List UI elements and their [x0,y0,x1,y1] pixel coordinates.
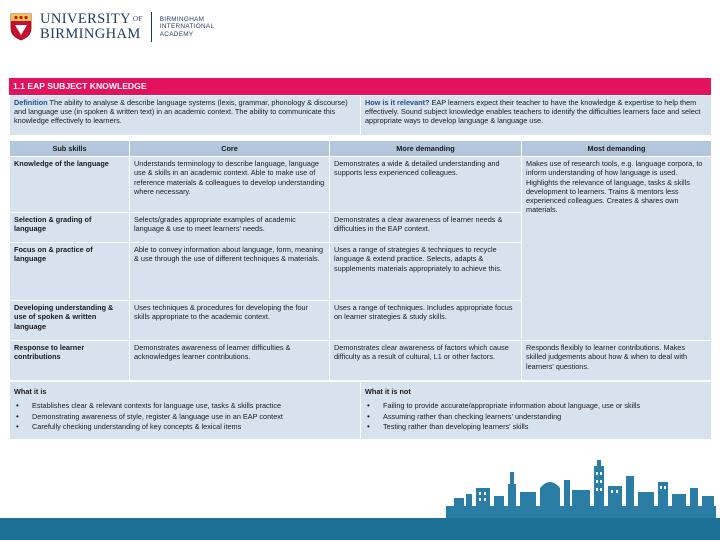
what-it-is-cell [10,382,361,440]
university-name [40,12,143,42]
core-cell: Able to convey information about language, form, meaning & use through the use of different techniques & materials. [130,243,330,301]
academy-name [160,16,215,38]
core-cell: Demonstrates awareness of learner difficulties & acknowledges learner contributions. [130,341,330,381]
definition-text: The ability to analyse & describe language systems (lexis, grammar, phonology & discourse) and language use (in spoken & written text) in an academic context. The ability to communicate this knowledge effectively to learners. [14,98,348,126]
more-demanding-cell: Uses a range of techniques. Includes appropriate focus on learner strategies & study skills. [330,301,522,341]
what-it-is-not-list [365,401,707,431]
page-title: 1.1 EAP SUBJECT KNOWLEDGE [9,78,711,95]
what-it-is-list [14,401,356,431]
skill-focus-practice: Focus on & practice of language [10,243,130,301]
academy-line3: ACADEMY [159,30,194,38]
relevance-label: How is it relevant? [365,98,430,107]
list-item: • Testing rather than developing learners' skills [365,422,707,431]
what-it-is-not-cell [361,382,712,440]
university-line1: UNIVERSITY [40,11,131,27]
university-line2: BIRMINGHAM [40,26,141,42]
skill-response-to-contributions: Response to learner contributions [10,341,130,381]
table-header-row [10,141,712,157]
list-item: • Demonstrating awareness of style, register & language use in an EAP context [14,412,356,421]
more-demanding-cell: Demonstrates a wide & detailed understanding and supports less experienced colleagues. [330,157,522,213]
city-skyline-illustration [446,458,716,518]
definition-cell [10,96,361,136]
intro-table [9,95,712,136]
table-row [10,157,712,213]
university-logo [10,10,214,44]
skill-developing-understanding: Developing understanding & use of spoken & written language [10,301,130,341]
logo-divider [151,12,152,42]
column-header-more-demanding: More demanding [330,141,522,157]
more-demanding-cell: Demonstrates clear awareness of factors which cause difficulty as a result of cultural, L1 or other factors. [330,341,522,381]
what-it-is-not-heading: What it is not [365,387,411,397]
core-cell: Uses techniques & procedures for developing the four skills appropriate to the academic context. [130,301,330,341]
relevance-text: EAP learners expect their teacher to have the knowledge & expertise to help them effectively. Sound subject knowledge enables teachers to identify the difficulties learners face and select appropriate ways to develop language & language use. [365,98,701,126]
university-crest-icon [10,13,32,41]
relevance-cell [361,96,712,136]
skill-knowledge-of-language: Knowledge of the language [10,157,130,213]
skill-selection-grading: Selection & grading of language [10,213,130,243]
list-item: • Establishes clear & relevant contexts for language use, tasks & skills practice [14,401,356,410]
university-of: OF [133,15,143,23]
subject-knowledge-framework [9,78,711,440]
definition-label: Definition [14,98,48,107]
column-header-sub-skills: Sub skills [10,141,130,157]
core-cell: Understands terminology to describe language, language use & skills in an academic context. Able to make use of reference materials & colleagues to develop understanding where necessary. [130,157,330,213]
list-item: • Carefully checking understanding of key concepts & lexical items [14,422,356,431]
column-header-most-demanding: Most demanding [522,141,712,157]
footer-bar [0,518,720,540]
core-cell: Selects/grades appropriate examples of academic language & use to meet learners' needs. [130,213,330,243]
column-header-core: Core [130,141,330,157]
what-it-is-heading: What it is [14,387,47,397]
what-it-is-table [9,381,712,440]
more-demanding-cell: Demonstrates a clear awareness of learner needs & difficulties in the EAP context. [330,213,522,243]
most-demanding-cell: Responds flexibly to learner contributions. Makes skilled judgements about how & when to deal with learners' questions. [522,341,712,381]
more-demanding-cell: Uses a range of strategies & techniques to recycle language & extend practice. Selects, adapts & supplements materials appropriately to achieve this. [330,243,522,301]
list-item: • Assuming rather than checking learners' understanding [365,412,707,421]
table-row [10,341,712,381]
list-item: • Failing to provide accurate/appropriate information about language, use or skills [365,401,707,410]
skills-table [9,140,712,381]
academy-line2: INTERNATIONAL [159,23,215,31]
academy-line1: BIRMINGHAM [159,15,205,23]
most-demanding-cell: Makes use of research tools, e.g. language corpora, to inform understanding of how language is used. Highlights the relevance of language, tasks & skills development to learners. Trains & mentors less experienced colleagues. Creates & shares own materials. [522,157,712,341]
